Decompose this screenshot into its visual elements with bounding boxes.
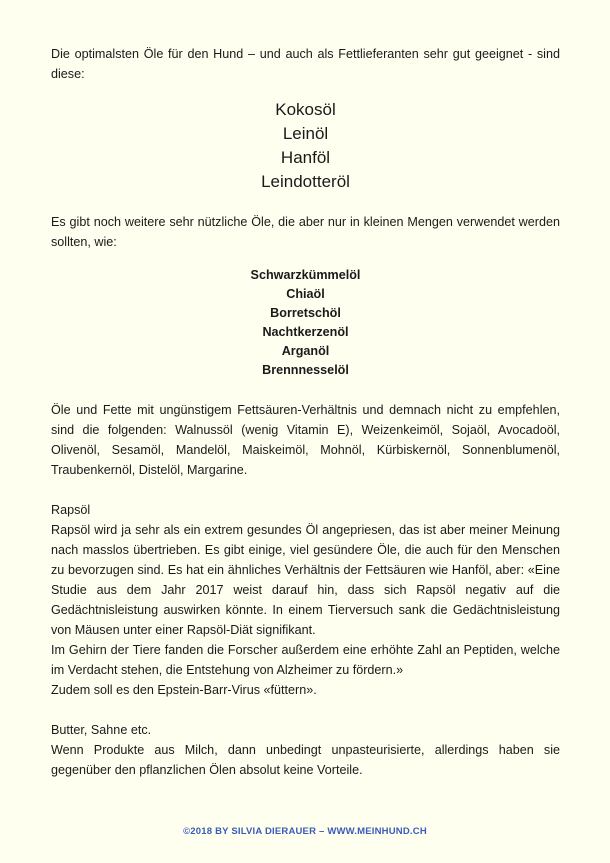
small-oil-item: Nachtkerzenöl: [262, 325, 349, 339]
butter-heading: Butter, Sahne etc.: [51, 723, 152, 737]
top-oils-list: [51, 98, 560, 194]
rapsoel-paragraph-3: Zudem soll es den Epstein-Barr-Virus «füttern».: [51, 683, 317, 697]
butter-paragraph: Wenn Produkte aus Milch, dann unbedingt unpasteurisierte, allerdings haben sie gegenüber den pflanzlichen Ölen absolut keine Vorteile.: [51, 743, 560, 777]
small-oil-item: Schwarzkümmelöl: [250, 268, 361, 282]
footer-credit: ©2018 BY SILVIA DIERAUER – WWW.MEINHUND.CH: [183, 826, 427, 837]
rapsoel-heading: Rapsöl: [51, 503, 91, 517]
more-oils-paragraph: Es gibt noch weitere sehr nützliche Öle, die aber nur in kleinen Mengen verwendet werden sollten, wie:: [51, 215, 560, 249]
not-recommended-paragraph: Öle und Fette mit ungünstigem Fettsäuren-Verhältnis und demnach nicht zu empfehlen, sind die folgenden: Walnussöl (wenig Vitamin E), Weizenkeimöl, Sojaöl, Avocadoöl, Olivenöl, Sesamöl, Mandelöl, Maiskeimöl, Mohnöl, Kürbiskernöl, Sonnenblumenöl, Traubenkernöl, Distelöl, Margarine.: [51, 403, 560, 477]
small-oil-item: Arganöl: [281, 344, 330, 358]
small-oil-item: Chiaöl: [286, 287, 325, 301]
top-oil-item: Leindotteröl: [261, 172, 350, 191]
top-oil-item: Hanföl: [280, 148, 331, 167]
small-oils-list: [51, 266, 560, 380]
small-oil-item: Borretschöl: [270, 306, 341, 320]
intro-paragraph: Die optimalsten Öle für den Hund – und auch als Fettlieferanten sehr gut geeignet - sind diese:: [51, 47, 560, 81]
top-oil-item: Leinöl: [282, 124, 329, 143]
rapsoel-paragraph-2: Im Gehirn der Tiere fanden die Forscher außerdem eine erhöhte Zahl an Peptiden, welche im Verdacht stehen, die Entstehung von Alzheimer zu fördern.»: [51, 643, 560, 677]
top-oil-item: Kokosöl: [275, 100, 336, 119]
rapsoel-paragraph: Rapsöl wird ja sehr als ein extrem gesundes Öl angepriesen, das ist aber meiner Meinung nach masslos übertrieben. Es gibt einige, viel gesündere Öle, die auch für den Menschen zu bevorzugen sind. Es hat ein ähnliches Verhältnis der Fettsäuren wie Hanföl, aber: «Eine Studie aus dem Jahr 2017 weist darauf hin, dass sich Rapsöl negativ auf die Gedächtnisleistung auswirken könnte. In einem Tierversuch sank die Gedächtnisleistung von Mäusen unter einer Rapsöl-Diät signifikant.: [51, 523, 560, 637]
document-body: [51, 44, 560, 780]
small-oil-item: Brennnesselöl: [262, 363, 349, 377]
